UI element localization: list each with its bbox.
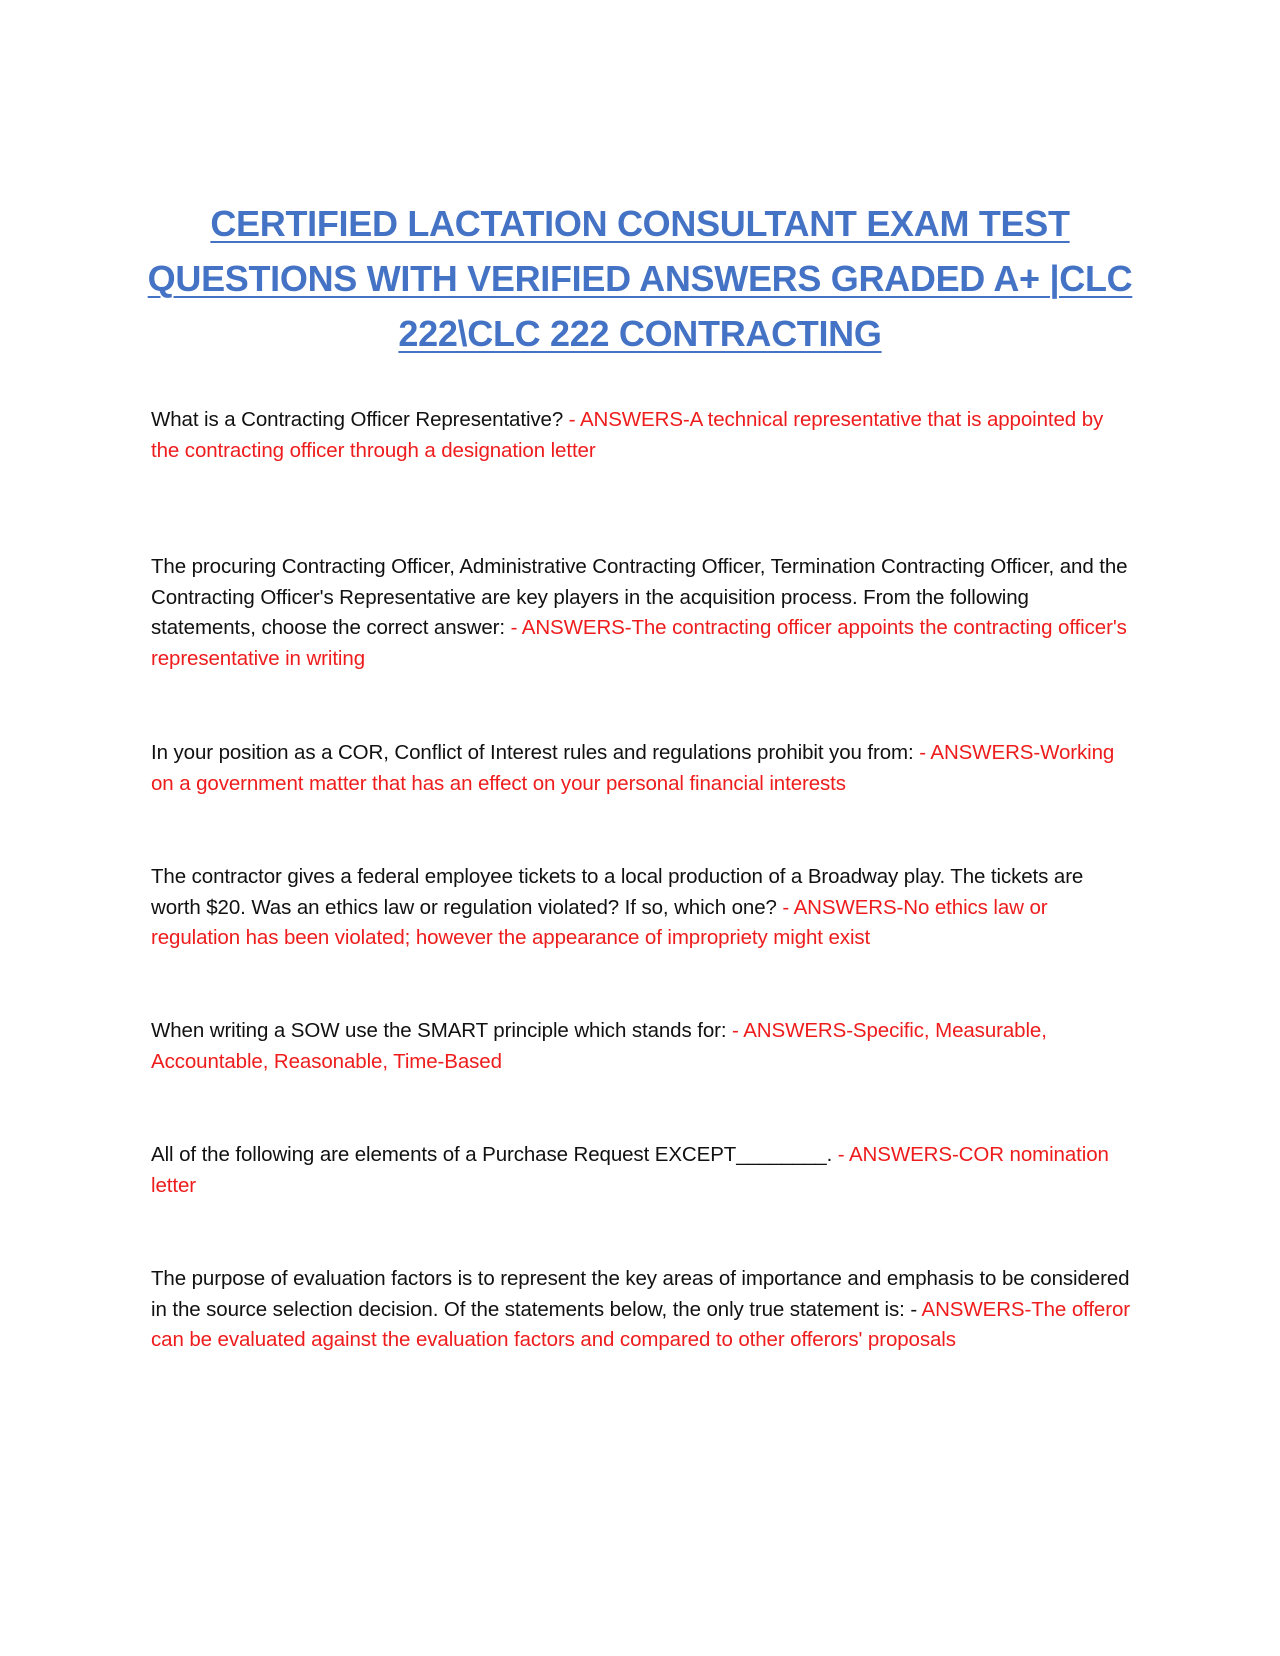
qa-item-2 xyxy=(151,552,1131,674)
question-text: The purpose of evaluation factors is to represent the key areas of importance and emphasis to be considered in the source selection decision. Of the statements below, the only true statement is: - xyxy=(151,1267,1130,1321)
qa-item-1 xyxy=(151,405,1131,466)
qa-item-6 xyxy=(151,1140,1131,1201)
qa-item-7 xyxy=(151,1264,1131,1356)
question-text: When writing a SOW use the SMART principle which stands for: xyxy=(151,1019,733,1042)
question-text: The contractor gives a federal employee tickets to a local production of a Broadway play. The tickets are worth $20. Was an ethics law or regulation violated? If so, which one? xyxy=(151,865,1084,919)
qa-item-4 xyxy=(151,862,1131,954)
answer-text: - ANSWERS-No ethics law or regulation has been violated; however the appearance of impropriety might exist xyxy=(151,895,1048,949)
document-title: CERTIFIED LACTATION CONSULTANT EXAM TEST QUESTIONS WITH VERIFIED ANSWERS GRADED A+ |CLC 222\CLC 222 CONTRACTING xyxy=(147,203,1133,354)
answer-text: ANSWERS-The offeror can be evaluated against the evaluation factors and compared to other offerors' proposals xyxy=(151,1297,1130,1351)
question-text: In your position as a COR, Conflict of Interest rules and regulations prohibit you from: xyxy=(151,741,920,764)
answer-text: - ANSWERS-A technical representative that is appointed by the contracting officer through a designation letter xyxy=(151,408,1104,462)
answer-text: - ANSWERS-The contracting officer appoints the contracting officer's representative in writing xyxy=(151,616,1127,670)
answer-text: - ANSWERS-COR nomination letter xyxy=(151,1143,1109,1197)
question-text: What is a Contracting Officer Representative? xyxy=(151,408,569,431)
question-text: The procuring Contracting Officer, Administrative Contracting Officer, Termination Contracting Officer, and the Contracting Officer's Representative are key players in the acquisition process. From the following statements, choose the correct answer: xyxy=(151,555,1128,639)
qa-item-3 xyxy=(151,738,1131,799)
qa-item-5 xyxy=(151,1016,1131,1077)
answer-text: - ANSWERS-Specific, Measurable, Accountable, Reasonable, Time-Based xyxy=(151,1019,1047,1073)
answer-text: - ANSWERS-Working on a government matter that has an effect on your personal financial interests xyxy=(151,741,1115,795)
question-text: All of the following are elements of a Purchase Request EXCEPT________. xyxy=(151,1143,838,1166)
